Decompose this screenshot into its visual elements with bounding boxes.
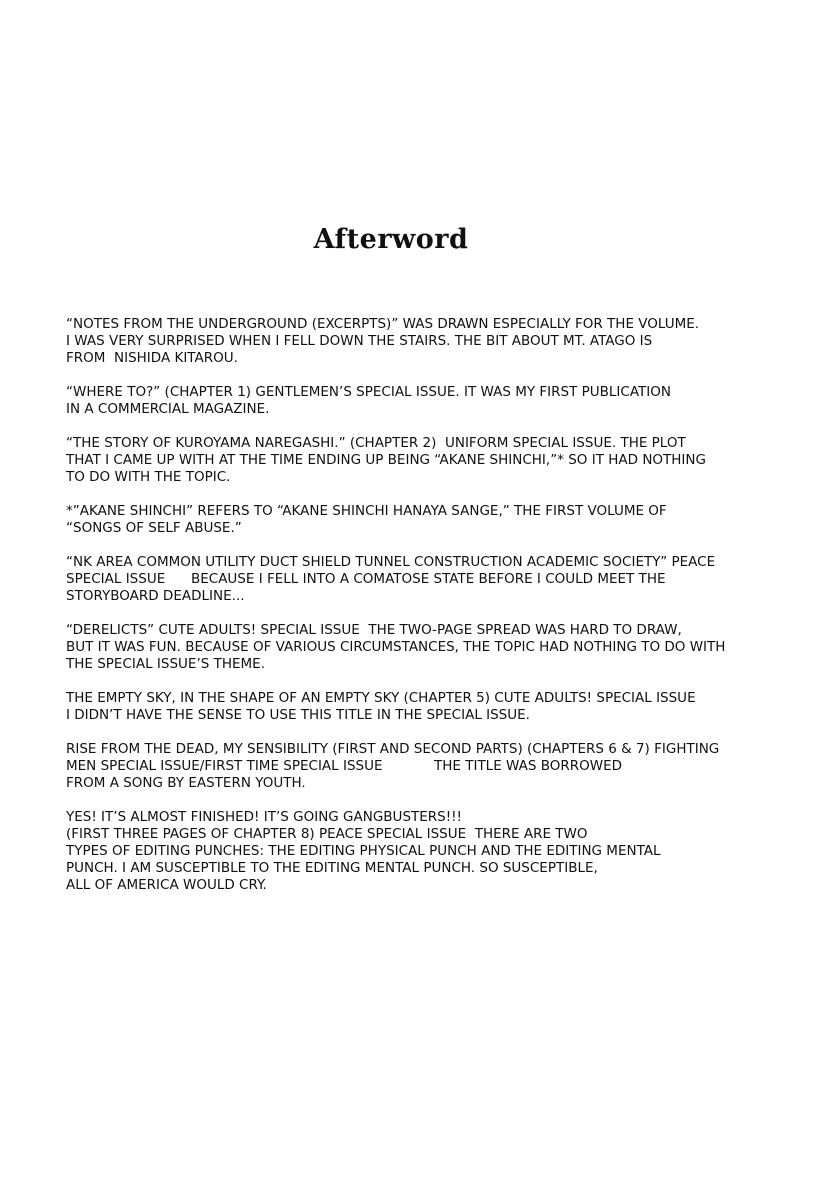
paragraph-nk-area [66, 554, 806, 605]
text-line: THE EMPTY SKY, IN THE SHAPE OF AN EMPTY SKY (CHAPTER 5) CUTE ADULTS! SPECIAL ISSUE [66, 690, 696, 706]
text-line: I DIDN’T HAVE THE SENSE TO USE THIS TITLE IN THE SPECIAL ISSUE. [66, 707, 530, 723]
afterword-body [66, 316, 806, 911]
text-line: YES! IT’S ALMOST FINISHED! IT’S GOING GANGBUSTERS!!! [66, 809, 462, 825]
paragraph-notes-from-underground [66, 316, 806, 367]
paragraph-derelicts [66, 622, 806, 673]
text-line: FROM NISHIDA KITAROU. [66, 350, 238, 366]
text-line: SPECIAL ISSUE BECAUSE I FELL INTO A COMATOSE STATE BEFORE I COULD MEET THE [66, 571, 666, 587]
text-line: I WAS VERY SURPRISED WHEN I FELL DOWN THE STAIRS. THE BIT ABOUT MT. ATAGO IS [66, 333, 653, 349]
text-line: THE SPECIAL ISSUE’S THEME. [66, 656, 265, 672]
paragraph-kuroyama-naregashi [66, 435, 806, 486]
paragraph-footnote-akane-shinchi [66, 503, 806, 537]
text-line: PUNCH. I AM SUSCEPTIBLE TO THE EDITING MENTAL PUNCH. SO SUSCEPTIBLE, [66, 860, 598, 876]
text-line: “WHERE TO?” (CHAPTER 1) GENTLEMEN’S SPECIAL ISSUE. IT WAS MY FIRST PUBLICATION [66, 384, 671, 400]
text-line: ALL OF AMERICA WOULD CRY. [66, 877, 267, 893]
text-line: MEN SPECIAL ISSUE/FIRST TIME SPECIAL ISSUE THE TITLE WAS BORROWED [66, 758, 623, 774]
text-line: IN A COMMERCIAL MAGAZINE. [66, 401, 270, 417]
text-line: “THE STORY OF KUROYAMA NAREGASHI.” (CHAPTER 2) UNIFORM SPECIAL ISSUE. THE PLOT [66, 435, 686, 451]
text-line: TYPES OF EDITING PUNCHES: THE EDITING PHYSICAL PUNCH AND THE EDITING MENTAL [66, 843, 661, 859]
text-line: RISE FROM THE DEAD, MY SENSIBILITY (FIRST AND SECOND PARTS) (CHAPTERS 6 & 7) FIGHTING [66, 741, 720, 757]
page-title: Afterword [313, 224, 469, 255]
text-line: THAT I CAME UP WITH AT THE TIME ENDING UP BEING “AKANE SHINCHI,”* SO IT HAD NOTHING [66, 452, 706, 468]
text-line: STORYBOARD DEADLINE... [66, 588, 245, 604]
text-line: “NK AREA COMMON UTILITY DUCT SHIELD TUNNEL CONSTRUCTION ACADEMIC SOCIETY” PEACE [66, 554, 716, 570]
text-line: “NOTES FROM THE UNDERGROUND (EXCERPTS)” WAS DRAWN ESPECIALLY FOR THE VOLUME. [66, 316, 700, 332]
paragraph-almost-finished [66, 809, 806, 894]
text-line: “DERELICTS” CUTE ADULTS! SPECIAL ISSUE THE TWO-PAGE SPREAD WAS HARD TO DRAW, [66, 622, 682, 638]
text-line: BUT IT WAS FUN. BECAUSE OF VARIOUS CIRCUMSTANCES, THE TOPIC HAD NOTHING TO DO WITH [66, 639, 726, 655]
paragraph-where-to [66, 384, 806, 418]
text-line: *”AKANE SHINCHI” REFERS TO “AKANE SHINCHI HANAYA SANGE,” THE FIRST VOLUME OF [66, 503, 667, 519]
text-line: (FIRST THREE PAGES OF CHAPTER 8) PEACE SPECIAL ISSUE THERE ARE TWO [66, 826, 588, 842]
paragraph-empty-sky [66, 690, 806, 724]
paragraph-rise-from-the-dead [66, 741, 806, 792]
text-line: “SONGS OF SELF ABUSE.” [66, 520, 242, 536]
text-line: FROM A SONG BY EASTERN YOUTH. [66, 775, 306, 791]
text-line: TO DO WITH THE TOPIC. [66, 469, 231, 485]
